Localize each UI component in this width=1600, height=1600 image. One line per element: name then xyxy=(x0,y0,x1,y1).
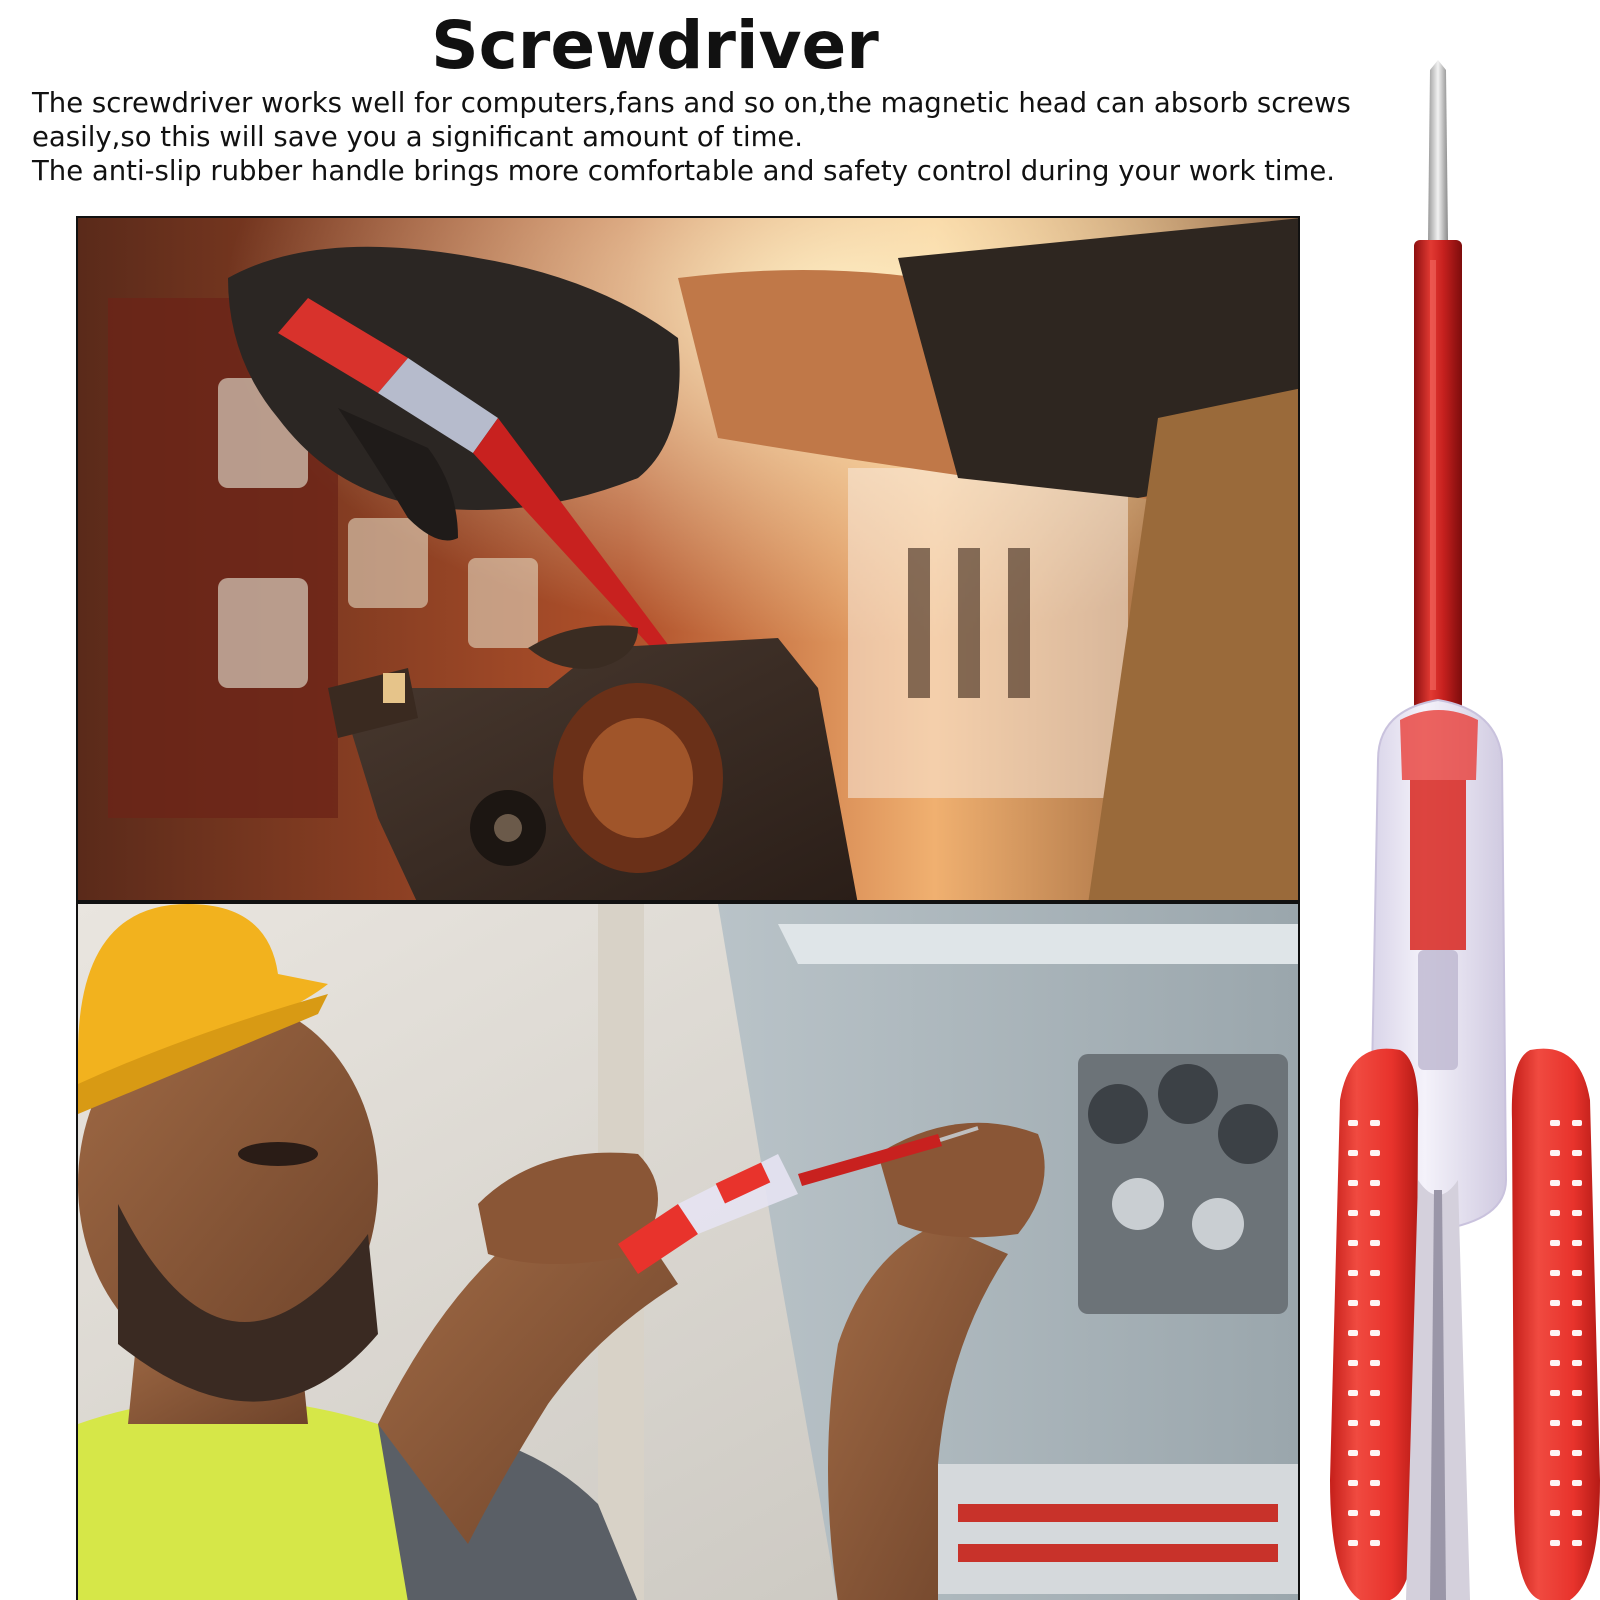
product-description xyxy=(32,86,1412,188)
description-line-2: The anti-slip rubber handle brings more comfortable and safety control during your work time. xyxy=(32,155,1335,187)
workshop-motor-repair-photo xyxy=(76,216,1300,902)
electrician-scene-illustration xyxy=(78,904,1300,1600)
page-title: Screwdriver xyxy=(431,7,879,84)
description-line-1: The screwdriver works well for computers,fans and so on,the magnetic head can absorb screws easily,so this will save you a significant amount of time. xyxy=(32,87,1351,153)
screwdriver-shaft xyxy=(1414,240,1462,710)
screwdriver-product-image xyxy=(1330,60,1600,1600)
workshop-scene-illustration xyxy=(78,218,1300,902)
electrician-panel-photo xyxy=(76,902,1300,1600)
screwdriver-tip xyxy=(1428,60,1448,240)
